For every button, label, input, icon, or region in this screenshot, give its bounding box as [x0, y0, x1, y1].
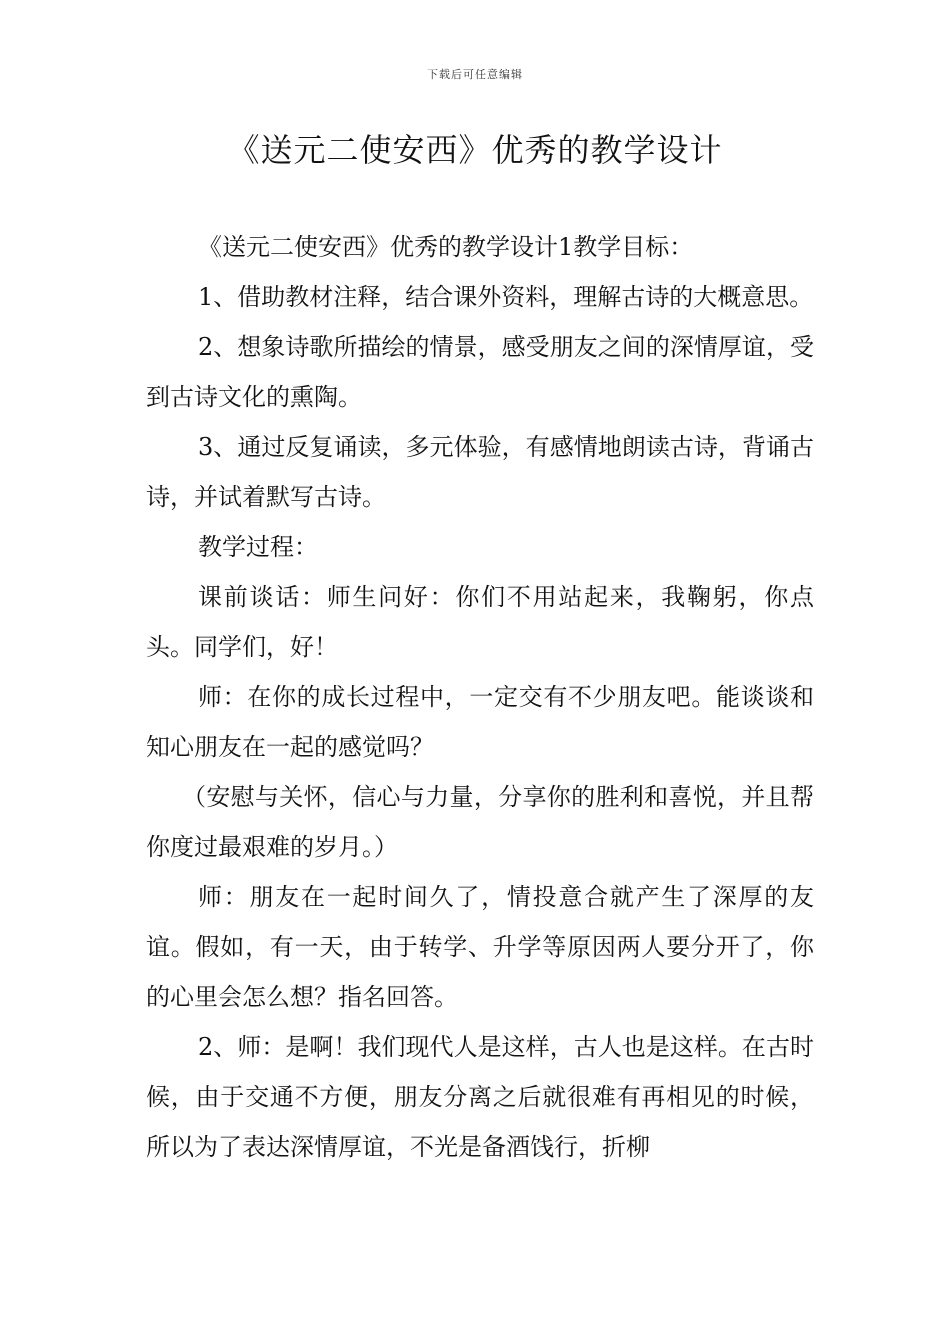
- paragraph-teacher-ancient: 2、师：是啊！我们现代人是这样，古人也是这样。在古时候，由于交通不方便，朋友分离之后就很难有再相见的时候，所以为了表达深情厚谊，不光是备酒饯行，折柳: [146, 1033, 814, 1161]
- document-body: [146, 222, 814, 1172]
- paragraph-teacher-friendship: 师：朋友在一起时间久了，情投意合就产生了深厚的友谊。假如，有一天，由于转学、升学等原因两人要分开了，你的心里会怎么想？指名回答。: [146, 883, 814, 1011]
- paragraph-teacher-question: 师：在你的成长过程中，一定交有不少朋友吧。能谈谈和知心朋友在一起的感觉吗？: [146, 683, 814, 761]
- document-title: 《送元二使安西》优秀的教学设计: [227, 131, 723, 169]
- paragraph-process-heading: 教学过程：: [198, 533, 318, 561]
- header-note: 下载后可任意编辑: [427, 68, 523, 81]
- paragraph-goal-2: 2、想象诗歌所描绘的情景，感受朋友之间的深情厚谊，受到古诗文化的熏陶。: [146, 333, 814, 411]
- paragraph-pre-class-talk: 课前谈话：师生问好：你们不用站起来，我鞠躬，你点头。同学们，好！: [146, 583, 814, 661]
- paragraph-goal-1: 1、借助教材注释，结合课外资料，理解古诗的大概意思。: [198, 283, 814, 311]
- paragraph-parenthetical: （安慰与关怀，信心与力量，分享你的胜利和喜悦，并且帮你度过最艰难的岁月。）: [146, 783, 814, 861]
- paragraph-goal-3: 3、通过反复诵读，多元体验，有感情地朗读古诗，背诵古诗，并试着默写古诗。: [146, 433, 814, 511]
- paragraph-intro: 《送元二使安西》优秀的教学设计1教学目标：: [198, 233, 694, 261]
